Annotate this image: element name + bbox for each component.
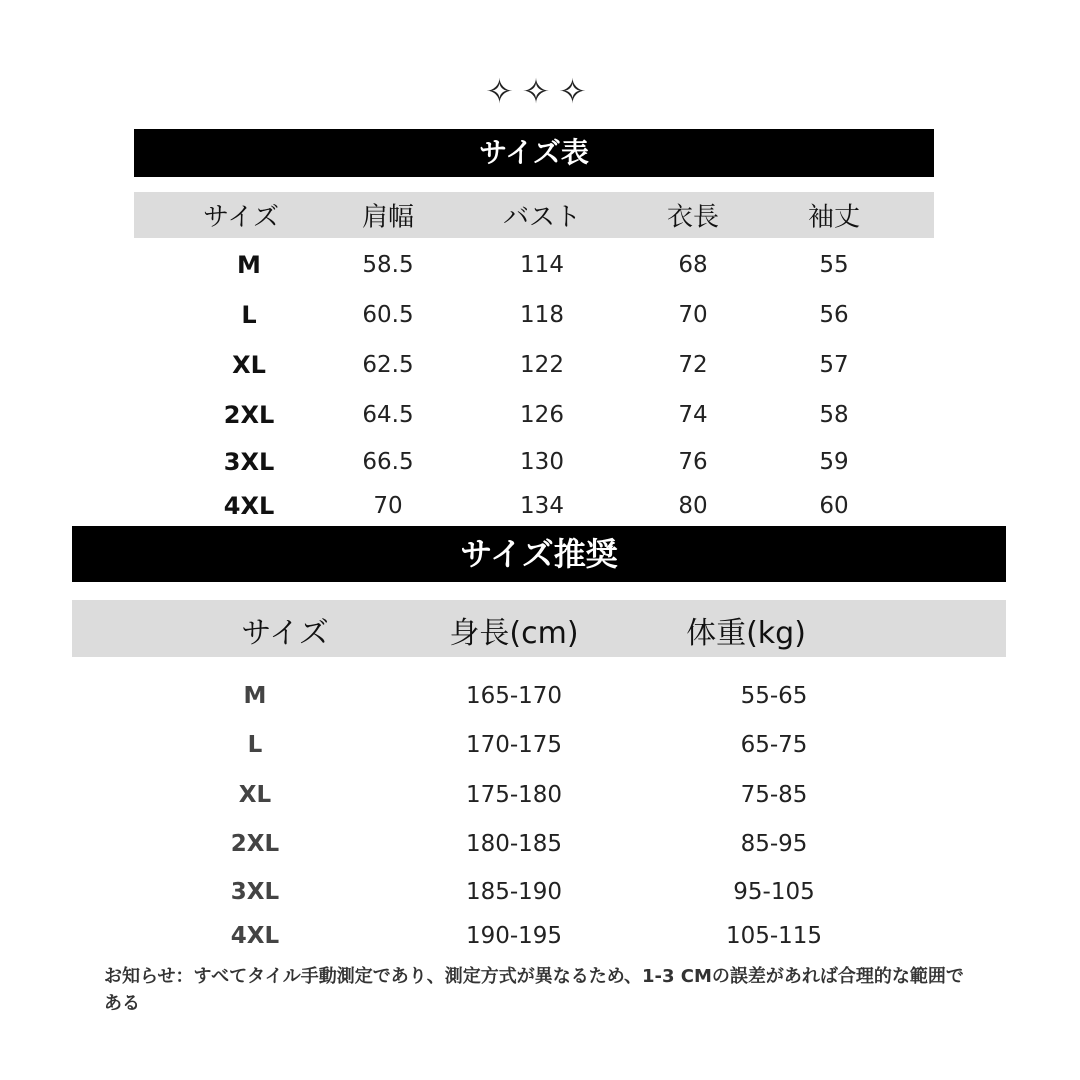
size-chart-cell-length: 74 [678,402,708,428]
size-chart-cell-size: XL [232,351,266,379]
size-recommendation-cell-weight: 65-75 [740,732,808,758]
size-chart-cell-bust: 130 [520,449,564,475]
size-chart-header-size: サイズ [203,202,279,233]
size-recommendation-cell-height: 185-190 [465,879,563,905]
size-chart-title: サイズ表 [134,129,934,177]
size-recommendation-cell-height: 190-195 [465,923,563,949]
size-chart-cell-bust: 122 [520,352,564,378]
size-recommendation-cell-height: 180-185 [465,831,563,857]
size-chart-cell-sleeve-length: 58 [819,402,849,428]
size-recommendation-header-weight: 体重(kg) [686,616,806,651]
size-recommendation-cell-size: 3XL [230,879,280,905]
size-chart-cell-length: 72 [678,352,708,378]
size-recommendation-cell-size: L [247,732,263,758]
measurement-notice: お知らせ：すべてタイル手動測定であり、測定方式が異なるため、1-3 CMの誤差があれば合理的な範囲である [104,966,964,1014]
size-chart-cell-length: 68 [678,252,708,278]
size-recommendation-cell-weight: 85-95 [740,831,808,857]
size-chart-cell-bust: 118 [520,302,564,328]
size-chart-cell-sleeve-length: 59 [819,449,849,475]
size-chart-cell-shoulder-width: 70 [373,493,403,519]
size-chart-cell-size: 2XL [223,401,275,429]
size-chart-cell-shoulder-width: 58.5 [362,252,414,278]
size-chart-cell-shoulder-width: 62.5 [362,352,414,378]
size-chart-header-shoulder-width: 肩幅 [361,202,415,233]
size-chart-cell-bust: 134 [520,493,564,519]
size-chart-cell-bust: 126 [520,402,564,428]
size-recommendation-cell-size: M [243,683,267,709]
size-chart-cell-bust: 114 [520,252,564,278]
size-chart-header-length: 衣長 [666,202,720,233]
size-recommendation-title: サイズ推奨 [72,526,1006,582]
size-chart-cell-sleeve-length: 55 [819,252,849,278]
size-recommendation-cell-size: 2XL [230,831,280,857]
size-chart-header-bust: バスト [502,202,582,233]
size-recommendation-cell-weight: 95-105 [733,879,815,905]
size-recommendation-cell-height: 165-170 [465,683,563,709]
size-recommendation-cell-weight: 75-85 [740,782,808,808]
size-chart-cell-length: 80 [678,493,708,519]
size-chart-cell-shoulder-width: 64.5 [362,402,414,428]
size-recommendation-header-size: サイズ [241,616,329,651]
size-chart-cell-sleeve-length: 60 [819,493,849,519]
size-chart-cell-shoulder-width: 66.5 [362,449,414,475]
size-chart-cell-length: 70 [678,302,708,328]
size-chart-header-sleeve-length: 袖丈 [807,202,861,233]
size-recommendation-cell-weight: 105-115 [725,923,823,949]
size-recommendation-cell-height: 170-175 [465,732,563,758]
size-recommendation-cell-size: 4XL [230,923,280,949]
size-chart-cell-size: 3XL [223,448,275,476]
size-recommendation-cell-size: XL [238,782,272,808]
size-recommendation-cell-weight: 55-65 [740,683,808,709]
size-chart-cell-size: M [237,251,261,279]
size-recommendation-header-height: 身長(cm) [449,616,579,651]
size-chart-cell-size: L [241,301,257,329]
size-chart-cell-size: 4XL [223,492,275,520]
size-chart-cell-length: 76 [678,449,708,475]
decorative-stars-icon: ✧✧✧ [485,72,595,112]
size-chart-cell-sleeve-length: 57 [819,352,849,378]
size-recommendation-cell-height: 175-180 [465,782,563,808]
size-chart-cell-shoulder-width: 60.5 [362,302,414,328]
size-chart-cell-sleeve-length: 56 [819,302,849,328]
